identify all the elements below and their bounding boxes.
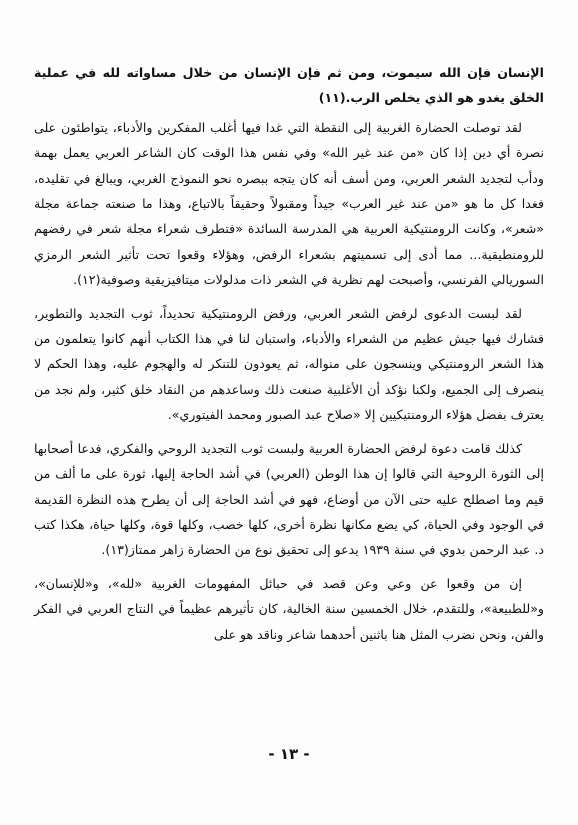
body-text [34,60,544,647]
paragraph-4: كذلك قامت دعوة لرفض الحضارة العربية ولبست ثوب التجديد الروحي والفكري، فدعا أصحابها إلى الثورة الروحية التي قالوا إن هذا الوطن (العربي) في أشد الحاجة إليها، ثورة على ما ألف من قيم وما اصطلح عليه حتى الآن من أوضاع، فهو في أشد الحاجة إلى أن يطرح هذه النظرة القديمة في الوجود وفي الحياة، كي يضع مكانها نظرة أخرى، كلها خصب، وكلها قوة، وكلها حياة، هكذا كتب د. عبد الرحمن بدوي في سنة ١٩٣٩ يدعو إلى تحقيق نوع من الحضارة زاهر ممتاز(١٣). [34,440,544,558]
paragraph-3: لقد لبست الدعوى لرفض الشعر العربي، ورفض الرومنتيكية تحديداً، ثوب التجديد والتطوير، فشارك فيها جيش عظيم من الشعراء والأدباء، واستبان لنا في هذا الكتاب أنهم كانوا يتعلمون من هذا الشعر الرومنتيكي وينسجون على منواله، ثم يعودون للتنكر له والهجوم عليه، وهذا الحكم لا ينصرف إلى الجميع، ولكنا نؤكد أن الأغلبية صنعت ذلك وساعدهم من النقاد خلق كثير، ولم نجد من يعترف بفضل هؤلاء الرومنتيكيين إلا «صلاح عبد الصبور ومحمد الفيتوري». [34,305,544,423]
page-number: - ١٣ - [268,745,310,763]
paragraph-5: إن من وقعوا عن وعي وعن قصد في حبائل المفهومات الغربية «لله»، و«للإنسان»، و«للطبيعة»، وللتقدم، خلال الخمسين سنة الخالية، كان تأثيرهم عظيماً في النتاج العربي في الفكر والفن، ونحن نضرب المثل هنا باثنين أحدهما شاعر وناقد هو على [34,575,544,642]
paragraph-1: الإنسان فإن الله سيموت، ومن ثم فإن الإنسان من خلال مساواته لله في عملية الخلق يغدو هو الذي يخلص الرب.(١١) [34,65,544,106]
paragraph-2: لقد توصلت الحضارة الغربية إلى النقطة التي غدا فيها أغلب المفكرين والأدباء، يتواطئون على نصرة أي دين إذا كان «من عند غير الله» وفي نفس هذا الوقت كان الشاعر العربي يعمل بهمة ودأب لتجديد الشعر العربي، ومن أسف أنه كان يتجه ببصره نحو النموذج الغربي، ويبالغ في تقليده، فغدا كل ما هو «من عند غير العرب» جيداً ومقبولاً وحقيقاً بالاتباع، وهذا ما صنعته جماعة مجلة «شعر»، وكانت الرومنتيكية العربية هي المدرسة السائدة «فتطرف شعراء مجلة شعر في رفضهم للرومنطيقية... مما أدى إلى تسميتهم بشعراء الرفض، وهؤلاء وقعوا تحت تأثير الشعر الرمزي السوريالي الفرنسي، وأصبحت لهم نظرية في الشعر ذات مدلولات ميتافيزيقية وصوفية(١٢). [34,119,544,288]
